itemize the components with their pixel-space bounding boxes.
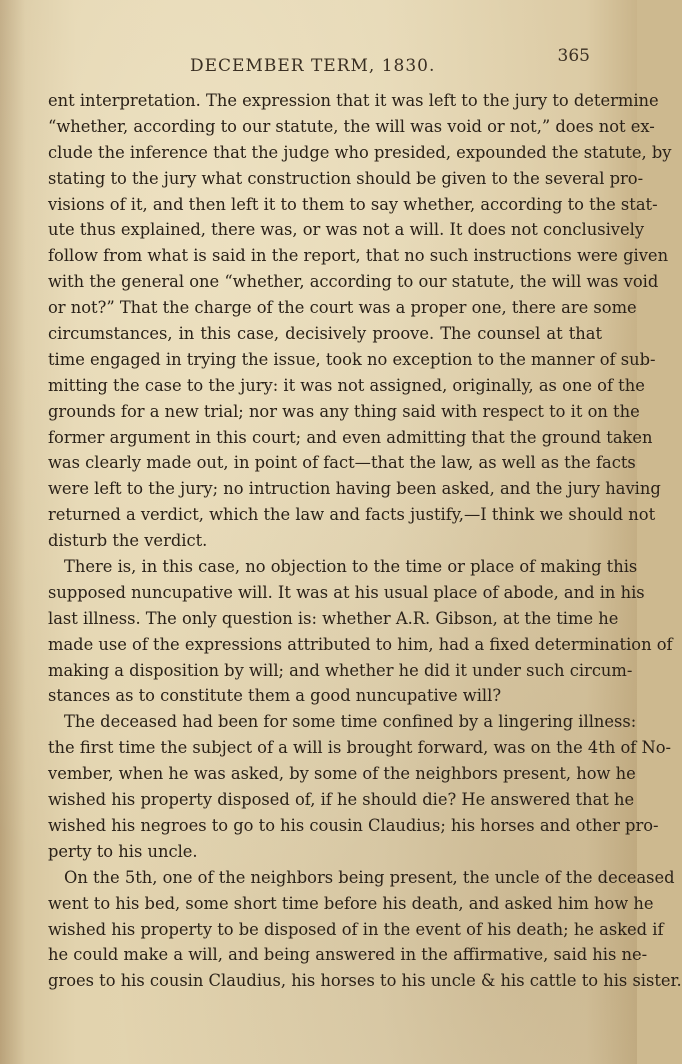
paragraph xyxy=(48,554,673,709)
text-line: last illness. The only question is: whether A.R. Gibson, at the time he xyxy=(48,608,619,628)
text-line: ent interpretation. The expression that it was left to the jury to determine xyxy=(48,91,659,110)
text-line: On the 5th, one of the neighbors being present, the uncle of the deceased xyxy=(64,867,675,887)
text-line: stating to the jury what construction should be given to the several pro- xyxy=(48,168,644,188)
text-line: was clearly made out, in point of fact—that the law, as well as the facts xyxy=(48,453,636,473)
text-line: the first time the subject of a will is brought forward, was on the 4th of No- xyxy=(48,738,672,758)
running-head: DECEMBER TERM, 1830. xyxy=(190,56,436,76)
text-line: The deceased had been for some time confined by a lingering illness: xyxy=(64,712,637,732)
page-header xyxy=(190,46,590,78)
text-line: grounds for a new trial; nor was any thing said with respect to it on the xyxy=(48,401,640,421)
text-line: mitting the case to the jury: it was not assigned, originally, as one of the xyxy=(48,375,645,395)
text-line: clude the inference that the judge who presided, expounded the statute, by xyxy=(48,142,672,162)
paragraph xyxy=(48,865,682,994)
text-line: follow from what is said in the report, that no such instructions were given xyxy=(48,246,669,266)
body-text xyxy=(48,88,682,994)
text-line: ute thus explained, there was, or was not a will. It does not conclusively xyxy=(48,220,645,240)
text-line: stances as to constitute them a good nuncupative will? xyxy=(48,686,502,706)
text-line: former argument in this court; and even admitting that the ground taken xyxy=(48,427,653,447)
text-line: groes to his cousin Claudius, his horses to his uncle & his cattle to his sister. xyxy=(48,971,682,991)
text-line: making a disposition by will; and whether he did it under such circum- xyxy=(48,660,633,680)
text-line: perty to his uncle. xyxy=(48,841,198,861)
text-line: were left to the jury; no intruction having been asked, and the jury having xyxy=(48,479,661,499)
paragraph xyxy=(48,709,672,864)
text-line: “whether, according to our statute, the will was void or not,” does not ex- xyxy=(48,116,655,136)
text-line: supposed nuncupative will. It was at his usual place of abode, and in his xyxy=(48,582,645,602)
page-number: 365 xyxy=(557,46,590,66)
text-line: disturb the verdict. xyxy=(48,531,208,551)
text-line: vember, when he was asked, by some of the neighbors present, how he xyxy=(48,764,636,784)
text-line: or not?” That the charge of the court was a proper one, there are some xyxy=(48,298,637,318)
text-line: visions of it, and then left it to them to say whether, according to the stat- xyxy=(48,194,658,214)
text-line: wished his negroes to go to his cousin Claudius; his horses and other pro- xyxy=(48,815,659,835)
text-line: he could make a will, and being answered in the affirmative, said his ne- xyxy=(48,945,648,965)
text-line: made use of the expressions attributed to him, had a fixed determination of xyxy=(48,634,673,654)
text-line: There is, in this case, no objection to the time or place of making this xyxy=(64,557,638,577)
text-line: with the general one “whether, according to our statute, the will was void xyxy=(48,272,659,292)
paragraph xyxy=(48,88,672,554)
text-line: wished his property to be disposed of in the event of his death; he asked if xyxy=(48,919,664,939)
text-line: wished his property disposed of, if he should die? He answered that he xyxy=(48,790,635,810)
text-line: circumstances, in this case, decisively proove. The counsel at that xyxy=(48,324,602,344)
text-line: returned a verdict, which the law and facts justify,—I think we should not xyxy=(48,505,656,525)
text-line: went to his bed, some short time before his death, and asked him how he xyxy=(48,893,654,913)
text-line: time engaged in trying the issue, took no exception to the manner of sub- xyxy=(48,349,656,369)
